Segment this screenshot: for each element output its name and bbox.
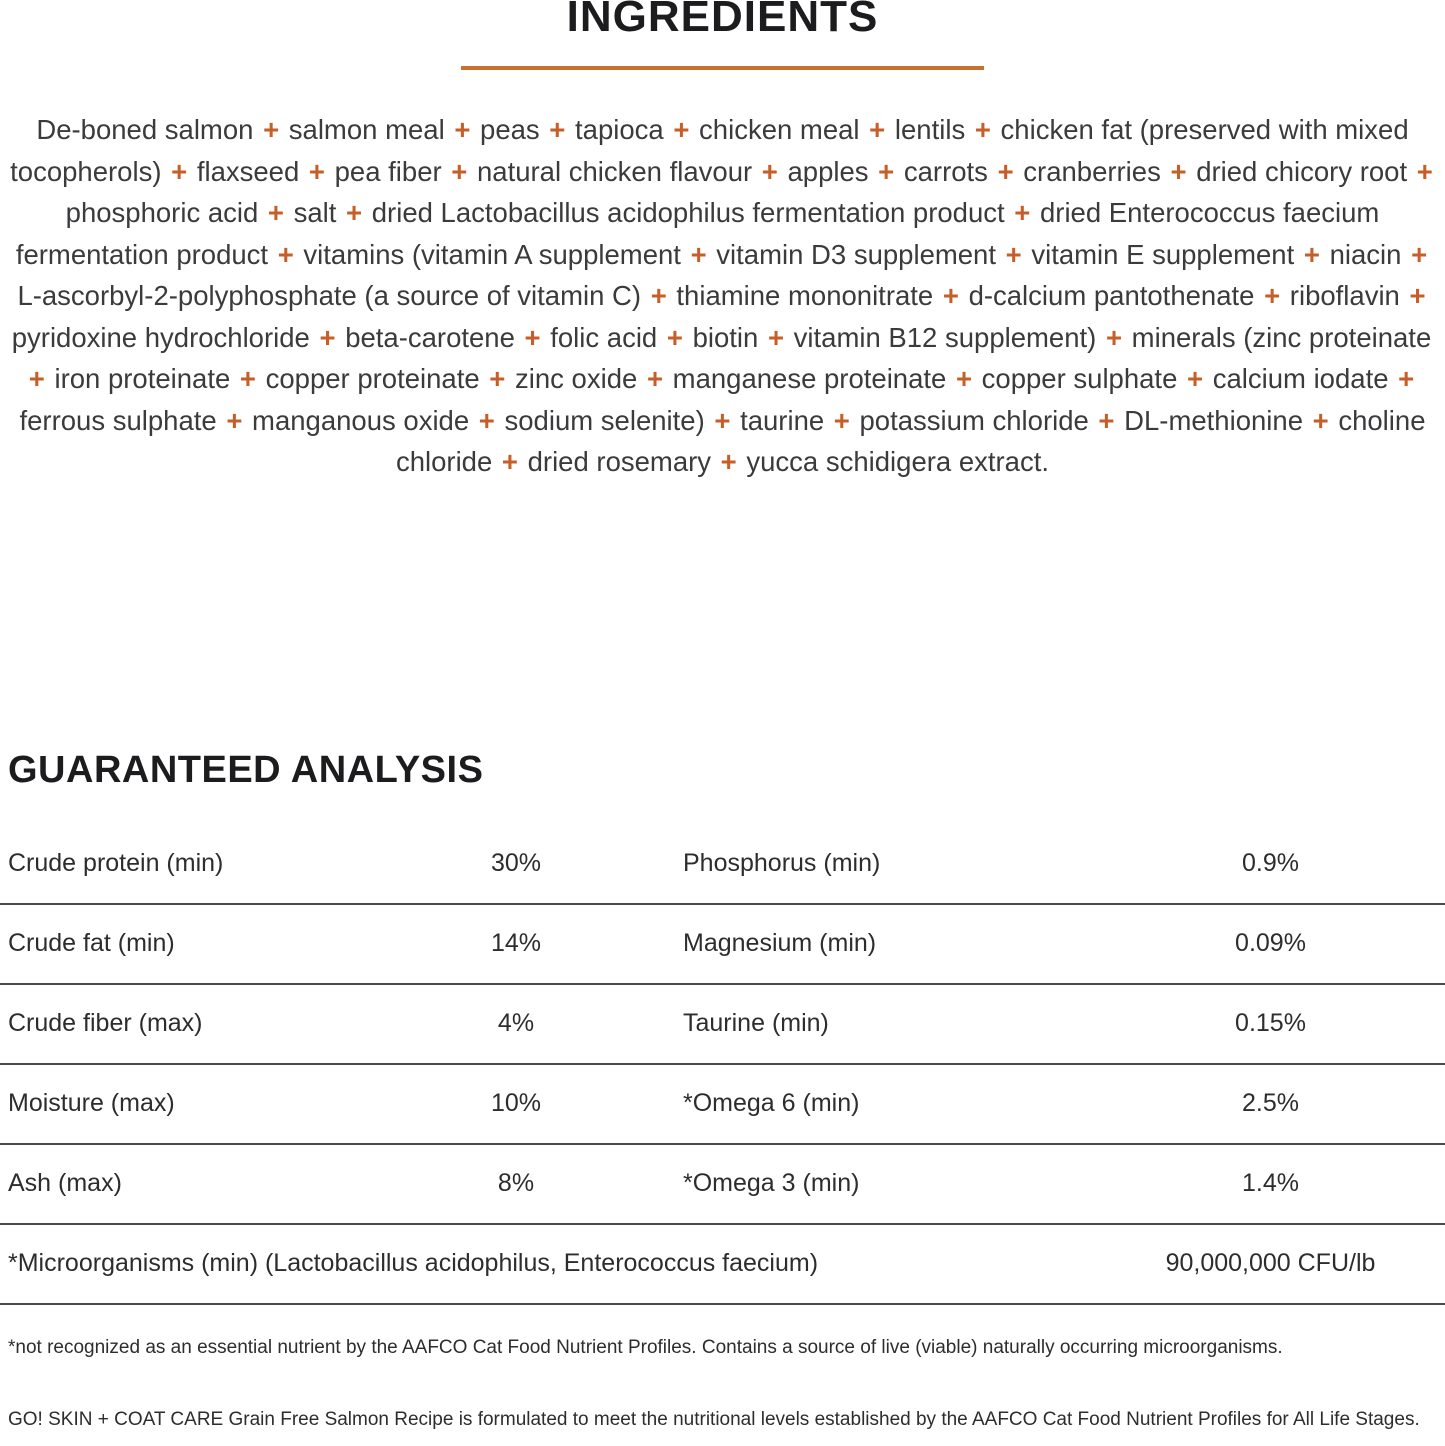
nutrient-label: Moisture (max) [8, 1089, 175, 1117]
plus-separator: + [665, 114, 698, 145]
title-divider [461, 66, 984, 70]
plus-separator: + [861, 114, 893, 145]
ingredient-item: d-calcium pantothenate [968, 280, 1255, 311]
table-row [0, 1145, 1445, 1225]
plus-separator: + [639, 363, 671, 394]
ingredient-item: L-ascorbyl-2-polyphosphate (a source of vitamin C) [17, 280, 642, 311]
plus-separator: + [255, 114, 287, 145]
ingredient-item: natural chicken flavour [477, 155, 753, 187]
plus-separator: + [1409, 155, 1433, 187]
plus-separator: + [446, 114, 479, 145]
plus-separator: + [1162, 155, 1195, 187]
plus-separator: + [541, 114, 574, 145]
plus-separator: + [494, 446, 526, 477]
ingredient-item: dried Lactobacillus acidophilus fermentation product [371, 197, 1005, 228]
nutrient-value: 8% [497, 1169, 535, 1197]
plus-separator: + [713, 446, 745, 477]
ingredient-item: beta-carotene [345, 321, 515, 353]
ingredient-item: zinc oxide [515, 363, 638, 394]
plus-separator: + [643, 280, 675, 311]
ingredient-item: lentils [894, 114, 966, 145]
plus-separator: + [232, 363, 264, 394]
plus-separator: + [1296, 238, 1328, 270]
plus-separator: + [989, 155, 1022, 187]
plus-separator: + [754, 155, 786, 187]
ingredient-item: chicken meal [699, 114, 860, 145]
ingredients-paragraph [10, 109, 1435, 483]
plus-separator: + [1256, 280, 1288, 311]
plus-separator: + [1390, 363, 1415, 394]
plus-separator: + [826, 404, 858, 436]
nutrient-value: 30% [490, 849, 542, 877]
nutrient-label: Taurine (min) [683, 1009, 829, 1037]
ingredient-item: manganese proteinate [672, 363, 947, 394]
ingredient-item: iron proteinate [54, 363, 231, 394]
plus-separator: + [311, 321, 344, 353]
nutrient-label: Crude fiber (max) [8, 1009, 203, 1037]
ingredient-item: dried rosemary [527, 446, 712, 477]
nutrient-label: Magnesium (min) [683, 929, 877, 957]
plus-separator: + [659, 321, 691, 353]
ingredient-item: yucca schidigera extract. [746, 446, 1050, 477]
ingredient-item: salt [293, 197, 337, 228]
ingredient-item: apples [787, 155, 869, 187]
plus-separator: + [706, 404, 739, 436]
plus-separator: + [1401, 280, 1426, 311]
ingredient-item: thiamine mononitrate [676, 280, 934, 311]
ingredient-item: pea fiber [334, 155, 442, 187]
ingredient-item: phosphoric acid [65, 197, 259, 228]
plus-separator: + [1098, 321, 1130, 353]
plus-separator: + [471, 404, 503, 436]
ingredient-item: pyridoxine hydrochloride [11, 321, 310, 353]
ingredient-item: chicken fat (preserved with mixed tocopherols) [10, 114, 1409, 187]
nutrient-value: 2.5% [1242, 1089, 1299, 1117]
nutrient-label: *Omega 3 (min) [683, 1169, 860, 1197]
ingredient-item: vitamin B12 supplement) [793, 321, 1097, 353]
plus-separator: + [682, 238, 715, 270]
ingredient-item: DL-methionine [1124, 404, 1303, 436]
ingredient-item: folic acid [550, 321, 658, 353]
ingredient-item: carrots [903, 155, 988, 187]
plus-separator: + [1006, 197, 1038, 228]
ingredient-item: niacin [1329, 238, 1402, 270]
ingredient-item: dried Enterococcus faecium fermentation product [15, 197, 1380, 270]
nutrient-label: Phosphorus (min) [683, 849, 881, 877]
plus-separator: + [260, 197, 292, 228]
nutrient-value: 10% [490, 1089, 542, 1117]
plus-separator: + [218, 404, 251, 436]
ingredient-item: copper proteinate [265, 363, 480, 394]
plus-separator: + [338, 197, 370, 228]
nutrient-label: Crude protein (min) [8, 849, 224, 877]
plus-separator: + [443, 155, 475, 187]
ingredient-item: cranberries [1023, 155, 1161, 187]
ingredient-item: copper sulphate [981, 363, 1178, 394]
plus-separator: + [481, 363, 514, 394]
plus-separator: + [967, 114, 999, 145]
ingredient-item: tapioca [575, 114, 664, 145]
nutrient-value: 0.9% [1242, 849, 1299, 877]
ingredient-item: calcium iodate [1212, 363, 1389, 394]
ingredient-item: biotin [692, 321, 759, 353]
ingredient-item: minerals (zinc proteinate [1131, 321, 1432, 353]
ingredient-item: manganous oxide [252, 404, 470, 436]
plus-separator: + [1403, 238, 1428, 270]
ingredient-item: flaxseed [196, 155, 300, 187]
ingredient-item: sodium selenite) [504, 404, 705, 436]
guaranteed-analysis-title: GUARANTEED ANALYSIS [8, 748, 484, 791]
microorganisms-label: *Microorganisms (min) (Lactobacillus acidophilus, Enterococcus faecium) [8, 1249, 819, 1277]
plus-separator: + [998, 238, 1030, 270]
nutrient-value: 1.4% [1242, 1169, 1299, 1197]
guaranteed-analysis-table [0, 825, 1445, 1225]
plus-separator: + [1305, 404, 1337, 436]
plus-separator: + [270, 238, 302, 270]
ingredient-item: De-boned salmon [36, 114, 254, 145]
nutrient-value: 0.15% [1235, 1009, 1306, 1037]
plus-separator: + [301, 155, 333, 187]
ingredients-title: INGREDIENTS [566, 0, 879, 41]
ingredient-item: vitamin D3 supplement [716, 238, 996, 270]
ingredient-item: dried chicory root [1196, 155, 1408, 187]
nutrient-value: 0.09% [1235, 929, 1306, 957]
nutrient-label: *Omega 6 (min) [683, 1089, 860, 1117]
ingredient-item: vitamins (vitamin A supplement [303, 238, 681, 270]
plus-separator: + [163, 155, 195, 187]
ingredient-item: vitamin E supplement [1031, 238, 1295, 270]
ingredient-item: peas [480, 114, 540, 145]
microorganisms-row [0, 1225, 1445, 1305]
nutrient-label: Crude fat (min) [8, 929, 175, 957]
plus-separator: + [935, 280, 967, 311]
ingredient-item: salmon meal [288, 114, 445, 145]
plus-separator: + [516, 321, 549, 353]
table-row [0, 1065, 1445, 1145]
plus-separator: + [1090, 404, 1123, 436]
plus-separator: + [870, 155, 902, 187]
microorganisms-value: 90,000,000 CFU/lb [1165, 1249, 1376, 1277]
nutrient-value: 4% [497, 1009, 535, 1037]
plus-separator: + [948, 363, 980, 394]
ingredient-item: potassium chloride [859, 404, 1089, 436]
ingredient-item: choline chloride [395, 404, 1426, 477]
nutrient-value: 14% [490, 929, 542, 957]
plus-separator: + [28, 363, 53, 394]
nutrient-label: Ash (max) [8, 1169, 122, 1197]
plus-separator: + [1179, 363, 1211, 394]
footnote-aafco: *not recognized as an essential nutrient by the AAFCO Cat Food Nutrient Profiles. Contains a source of live (viable) naturally occurring microorganisms. [8, 1336, 1283, 1358]
ingredient-item: ferrous sulphate [19, 404, 217, 436]
table-row [0, 825, 1445, 905]
table-row [0, 985, 1445, 1065]
footnote-formulation: GO! SKIN + COAT CARE Grain Free Salmon Recipe is formulated to meet the nutritional levels established by the AAFCO Cat Food Nutrient Profiles for All Life Stages. [8, 1408, 1420, 1430]
ingredient-item: taurine [740, 404, 825, 436]
table-row [0, 905, 1445, 985]
ingredient-item: riboflavin [1289, 280, 1400, 311]
plus-separator: + [760, 321, 792, 353]
